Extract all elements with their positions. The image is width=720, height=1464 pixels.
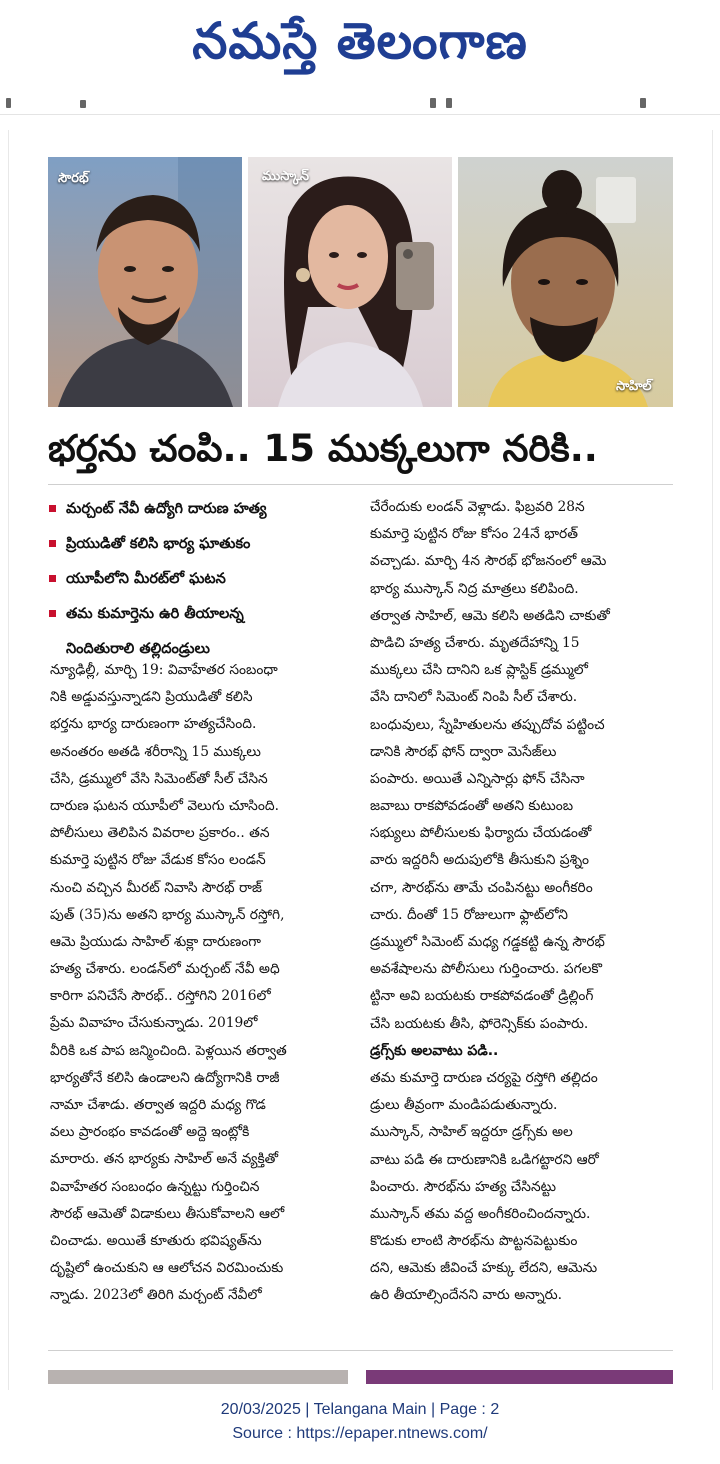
strip-mark	[6, 98, 11, 108]
strip-mark	[640, 98, 646, 108]
article-body-right-part1	[370, 494, 670, 1038]
subheading: డ్రగ్స్‌కు అలవాటు పడి..	[370, 1042, 499, 1059]
highlight-text: ప్రియుడితో కలిసి భార్య ఘాతుకం	[66, 536, 251, 552]
highlight-item	[48, 492, 353, 527]
masthead-title: నమస్తే తెలంగాణ	[192, 12, 528, 70]
photo-caption-sahil: సాహిల్	[616, 379, 652, 394]
portrait-saurabh-image	[48, 157, 242, 407]
photo-saurabh	[48, 157, 242, 407]
article-line: డానికి సౌరభ్ ఫోన్ ద్వారా మెసేజ్‌లు	[370, 743, 557, 760]
article-line: హత్య చేశారు. లండన్‌లో మర్చంట్ నేవీ అధి	[50, 961, 280, 978]
strip-mark	[80, 100, 86, 108]
article-line: కుమార్తె పుట్టిన రోజు కోసం 24నే భారత్	[370, 526, 578, 543]
article-line: కుమార్తె పుట్టిన రోజు వేడుక కోసం లండన్	[50, 852, 266, 869]
article-line: అవశేషాలను పోలీసులు గుర్తించారు. పగలకొ	[370, 961, 603, 978]
article-line: నుంచి వచ్చిన మీరట్ నివాసి సౌరభ్ రాజ్	[50, 879, 262, 896]
article-body-right-part2	[370, 1065, 670, 1310]
article-line: భార్యతోనే కలిసి ఉండాలని ఉద్యోగానికి రాజీ	[50, 1069, 280, 1086]
highlight-text: మర్చంట్ నేవీ ఉద్యోగి దారుణ హత్య	[66, 501, 267, 517]
strip-mark	[446, 98, 452, 108]
bullet-square-icon	[49, 540, 56, 547]
article-line: చించాడు. అయితే కూతురు భవిష్యత్‌ను	[50, 1232, 262, 1249]
portrait-sahil-image	[458, 157, 673, 407]
photo-muskan	[248, 157, 452, 407]
article-line: వారు ఇద్దరినీ అదుపులోకి తీసుకుని ప్రశ్నిం	[370, 852, 589, 869]
article-line: న్యూఢిల్లీ, మార్చి 19: వివాహేతర సంబంధా	[50, 662, 278, 678]
article-line: అనంతరం అతడి శరీరాన్ని 15 ముక్కలు	[50, 743, 261, 760]
article-line: ముక్కలు చేసి దానిని ఒక ప్లాస్టిక్ డ్రమ్ములో	[370, 662, 588, 679]
highlight-text: తమ కుమార్తెను ఉరి తీయాలన్న	[66, 606, 244, 622]
bottom-divider	[48, 1350, 673, 1351]
article-line: చారు. దీంతో 15 రోజులుగా ఫ్లాట్‌లోని	[370, 906, 568, 923]
next-article-photo	[48, 1370, 348, 1384]
article-line: చేసి బయటకు తీసి, ఫోరెన్సిక్‌కు పంపారు.	[370, 1015, 589, 1032]
article-line: ఆమె ప్రియుడు సాహిల్ శుక్లా దారుణంగా	[50, 933, 262, 950]
article-line: తర్వాత సాహిల్, ఆమె కలిసి అతడిని చాకుతో	[370, 607, 610, 624]
article-line: న్నాడు. 2023లో తిరిగి మర్చంట్ నేవీలో	[50, 1287, 262, 1304]
article-line: పంపారు. అయితే ఎన్నిసార్లు ఫోన్ చేసినా	[370, 770, 585, 787]
highlights-list	[48, 492, 353, 667]
portrait-muskan-image	[248, 157, 452, 407]
highlight-text: యూపీలోని మీరట్‌లో ఘటన	[66, 571, 226, 587]
highlight-item	[48, 562, 353, 597]
article-line: ముస్కాన్ తమ వద్ద అంగీకరించిందన్నారు.	[370, 1205, 591, 1222]
article-line: దారుణ ఘటన యూపీలో వెలుగు చూసింది.	[50, 797, 279, 814]
article-line: చేసి, డ్రమ్ములో వేసి సిమెంట్‌తో సీల్ చేసిన	[50, 770, 268, 787]
article-line: డ్రమ్ములో సిమెంట్ మధ్య గడ్డకట్టి ఉన్న సౌరభ్	[370, 934, 605, 950]
highlight-item	[48, 527, 353, 562]
article-line: జవాబు రాకపోవడంతో అతని కుటుంబ	[370, 798, 574, 815]
article-line: చేరేందుకు లండన్ వెళ్లాడు. ఫిబ్రవరి 28న	[370, 499, 585, 515]
article-line: ఉరి తీయాల్సిందేనని వారు అన్నారు.	[370, 1287, 562, 1304]
article-body-left	[50, 657, 350, 1310]
footer-edition-info: 20/03/2025 | Telangana Main | Page : 2	[220, 1401, 500, 1418]
photo-strip	[48, 157, 673, 407]
headline-divider	[48, 484, 673, 485]
article-line: పుత్ (35)ను అతని భార్య ముస్కాన్ రస్తోగి,	[50, 906, 285, 923]
article-line: వీరికి ఒక పాప జన్మించింది. పెళ్లయిన తర్వాత	[50, 1042, 287, 1059]
article-line: పోలీసులు తెలిపిన వివరాల ప్రకారం.. తన	[50, 825, 270, 842]
highlight-continuation: నిందితురాలి తల్లిదండ్రులు	[66, 641, 210, 657]
article-line: దృష్టిలో ఉంచుకుని ఆ ఆలోచన విరమించుకు	[50, 1260, 284, 1277]
strip-mark	[430, 98, 436, 108]
article-line: పొడిచి హత్య చేశారు. మృతదేహాన్ని 15	[370, 634, 580, 651]
article-line: వివాహేతర సంబంధం ఉన్నట్టు గుర్తించిన	[50, 1178, 260, 1195]
article-line: ప్రేమ వివాహం చేసుకున్నాడు. 2019లో	[50, 1015, 258, 1032]
article-line: భర్తను భార్య దారుణంగా హత్యచేసింది.	[50, 716, 257, 733]
footer-source: Source : https://epaper.ntnews.com/	[232, 1425, 488, 1442]
article-body-right	[370, 494, 670, 1310]
article-line: సౌరభ్ ఆమెతో విడాకులు తీసుకోవాలని ఆలో	[50, 1205, 285, 1222]
page-border-left	[8, 130, 9, 1390]
masthead	[0, 0, 720, 82]
article-line: నామా చేశాడు. తర్వాత ఇద్దరి మధ్య గొడ	[50, 1097, 266, 1113]
bullet-square-icon	[49, 610, 56, 617]
article-line: వేసి దానిలో సిమెంట్ నింపి సీల్ చేశారు.	[370, 689, 578, 706]
article-line: ముస్కాన్, సాహిల్ ఇద్దరూ డ్రగ్స్‌కు అల	[370, 1124, 573, 1141]
article-line: బంధువులు, స్నేహితులను తప్పుదోవ పట్టించ	[370, 716, 605, 733]
article-line: డ్రులు తీవ్రంగా మండిపడుతున్నారు.	[370, 1097, 558, 1114]
bullet-square-icon	[49, 575, 56, 582]
footer	[0, 1398, 720, 1446]
article-line: కొడుకు లాంటి సౌరభ్‌ను పొట్టనపెట్టుకుం	[370, 1233, 578, 1250]
article-line: మారారు. తన భార్యకు సాహిల్ అనే వ్యక్తితో	[50, 1151, 279, 1168]
photo-caption-saurabh: సౌరభ్	[58, 171, 89, 186]
article-line: ట్టినా అవి బయటకు రాకపోవడంతో డ్రిల్లింగ్	[370, 988, 594, 1005]
article-line: కారిగా పనిచేసే సౌరభ్.. రస్తోగిని 2016లో	[50, 988, 271, 1005]
headline: భర్తను చంపి.. 15 ముక్కలుగా నరికి..	[48, 427, 598, 470]
photo-caption-muskan: ముస్కాన్	[262, 169, 309, 184]
next-article-banner	[366, 1370, 673, 1384]
highlight-item	[48, 597, 353, 632]
article-line: నికి అడ్డువస్తున్నాడని ప్రియుడితో కలిసి	[50, 689, 253, 706]
top-strip	[0, 88, 720, 115]
article-line: దని, ఆమెకు జీవించే హక్కు లేదని, ఆమెను	[370, 1260, 598, 1277]
article-line: వలు ప్రారంభం కావడంతో అద్దె ఇంట్లోకి	[50, 1124, 250, 1141]
next-article-strip	[48, 1370, 673, 1384]
article-line: వాటు పడి ఈ దారుణానికి ఒడిగట్టారని ఆరో	[370, 1151, 599, 1168]
photo-sahil	[458, 157, 673, 407]
article-line: తమ కుమార్తె దారుణ చర్యపై రస్తోగి తల్లిదం	[370, 1069, 598, 1086]
article-line: వచ్చాడు. మార్చి 4న సౌరభ్ భోజనంలో ఆమె	[370, 553, 607, 570]
article-line: పించారు. సౌరభ్‌ను హత్య చేసినట్టు	[370, 1178, 557, 1195]
article-line: భార్య ముస్కాన్ నిద్ర మాత్రలు కలిపింది.	[370, 580, 579, 597]
article-line: సభ్యులు పోలీసులకు ఫిర్యాదు చేయడంతో	[370, 825, 592, 842]
page-border-right	[712, 130, 713, 1390]
bullet-square-icon	[49, 505, 56, 512]
article-line: చగా, సౌరభ్‌ను తామే చంపినట్టు అంగీకరిం	[370, 879, 593, 896]
